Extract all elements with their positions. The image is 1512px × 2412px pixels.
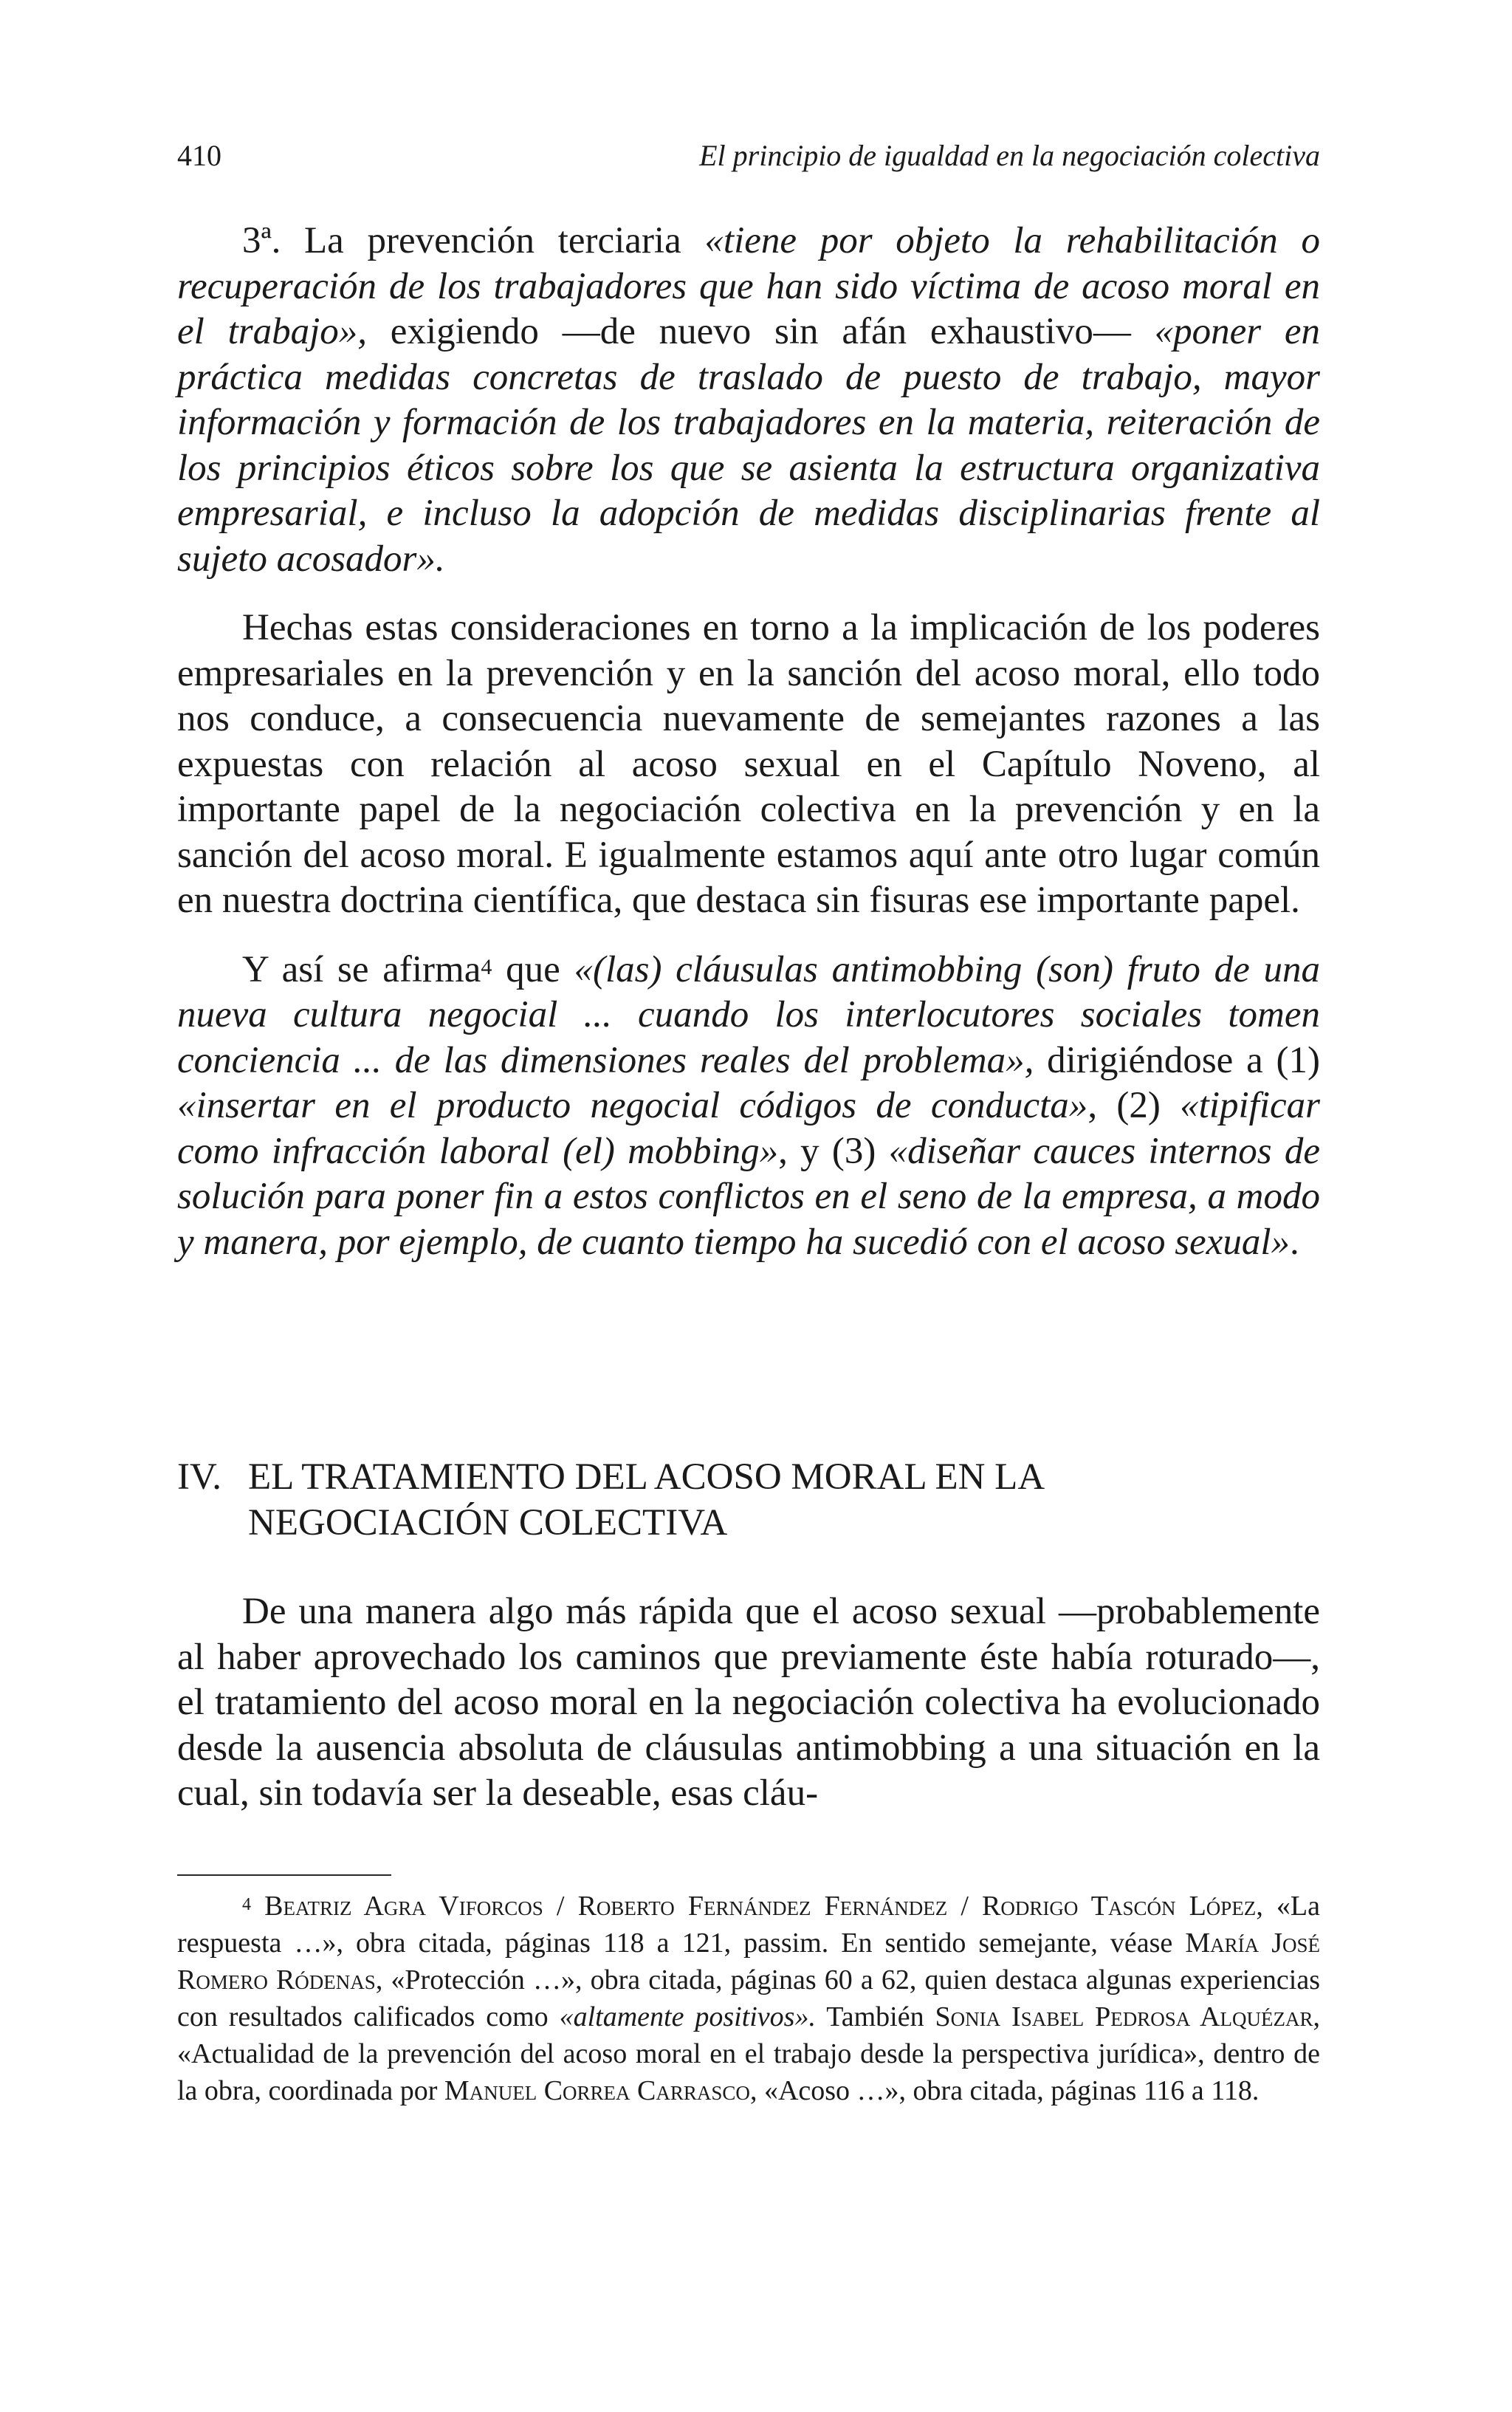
- text-run: , «Actualidad de la prevención del acoso moral en el trabajo desde la perspectiva jurídica», dentro de la obra, coordinada por: [177, 2001, 1320, 2106]
- running-title: El principio de igualdad en la negociación colectiva: [699, 139, 1320, 172]
- paragraph-evolution: De una manera algo más rápida que el acoso sexual —probablemente al haber aprovechado los caminos que previamente éste había roturado—, el tratamiento del acoso moral en la negociación colectiva ha evolucionado desde la ausencia absoluta de cláusulas antimobbing a una situación en la cual, sin todavía ser la deseable, esas cláu-: [177, 1591, 1320, 1814]
- text-run: /: [543, 1891, 578, 1922]
- text-run: .: [1290, 1221, 1299, 1263]
- quote-run: «diseñar cauces internos de solución para poner fin a estos conflictos en el seno de la empresa, a modo y manera, por ejemplo, de cuanto tiempo ha sucedió con el acoso sexual»: [177, 1130, 1320, 1263]
- section-title-line-1: EL TRATAMIENTO DEL ACOSO MORAL EN LA: [248, 1456, 1045, 1498]
- footnote-text: [177, 1888, 1320, 2109]
- text-run: exigiendo —de nuevo sin afán exhaustivo—: [367, 311, 1155, 352]
- body-text: [177, 219, 1320, 1289]
- paragraph-considerations: Hechas estas consideraciones en torno a la implicación de los poderes empresariales en la prevención y en la sanción del acoso moral, ello todo nos conduce, a consecuencia nuevamente de semejantes razones a las expuestas con relación al acoso sexual en el Capítulo Noveno, al importante papel de la negociación colectiva en la prevención y en la sanción del acoso moral. E igualmente estamos aquí ante otro lugar común en nuestra doctrina científica, que destaca sin fisuras ese importante papel.: [177, 607, 1320, 921]
- section-body: [177, 1589, 1320, 1817]
- author-name: Roberto Fernández Fernández: [577, 1891, 948, 1922]
- footnote-reference[interactable]: 4: [481, 954, 492, 979]
- section-number: IV.: [177, 1456, 221, 1498]
- quote-run: «poner en práctica medidas concretas de traslado de puesto de trabajo, mayor información y formación de los trabajadores en la materia, reiteración de los principios éticos sobre los que se asienta la estructura organizativa empresarial, e incluso la adopción de medidas disciplinarias frente al sujeto acosador».: [177, 311, 1320, 580]
- text-run: , «La respuesta …», obra citada, páginas 118 a 121, passim. En sentido semejante, véase: [177, 1891, 1320, 1959]
- quote-run: «tiene por objeto la rehabilitación o recuperación de los trabajadores que han sido víctima de acoso moral en el trabajo»,: [177, 220, 1320, 352]
- section-title-line-2: NEGOCIACIÓN COLECTIVA: [248, 1502, 728, 1544]
- text-run: dirigiéndose a (1): [1034, 1039, 1320, 1081]
- text-run: que: [492, 948, 574, 990]
- text-run: , y (3): [778, 1130, 889, 1172]
- quote-run: «(las) cláusulas antimobbing (son) fruto de una nueva cultura negocial ... cuando los interlocutores sociales tomen conciencia ... de las dimensiones reales del problema»,: [177, 948, 1320, 1081]
- text-run: También: [815, 2001, 935, 2032]
- paragraph-antimobbing: [177, 948, 1320, 1266]
- quote-run: «tipificar como infracción laboral (el) mobbing»: [177, 1085, 1321, 1172]
- text-run: Y así se afirma: [242, 948, 481, 990]
- author-name: Sonia Isabel Pedrosa Alquézar: [935, 2001, 1313, 2032]
- text-run: , (2): [1087, 1085, 1181, 1126]
- footnote-marker: 4: [242, 1895, 251, 1914]
- author-name: Beatriz Agra Viforcos: [264, 1891, 543, 1922]
- quote-run: «altamente positivos».: [559, 2001, 816, 2032]
- text-run: , «Protección …», obra citada, páginas 60 a 62, quien destaca algunas experiencias con resultados calificados como: [177, 1964, 1320, 2032]
- footnote-separator: [177, 1874, 391, 1876]
- text-run: , «Acoso …», obra citada, páginas 116 a 118.: [749, 2075, 1260, 2106]
- text-run: /: [947, 1891, 982, 1922]
- footnote: [177, 1888, 1320, 2109]
- quote-run: «insertar en el producto negocial códigos de conducta»: [177, 1085, 1088, 1126]
- author-name: Rodrigo Tascón López: [982, 1891, 1257, 1922]
- page-number: 410: [177, 139, 221, 172]
- paragraph-tertiary-prevention: [177, 219, 1320, 582]
- author-name: María José Romero Ródenas: [177, 1928, 1320, 1995]
- author-name: Manuel Correa Carrasco: [444, 2075, 750, 2106]
- text-run: 3ª. La prevención terciaria: [242, 220, 705, 261]
